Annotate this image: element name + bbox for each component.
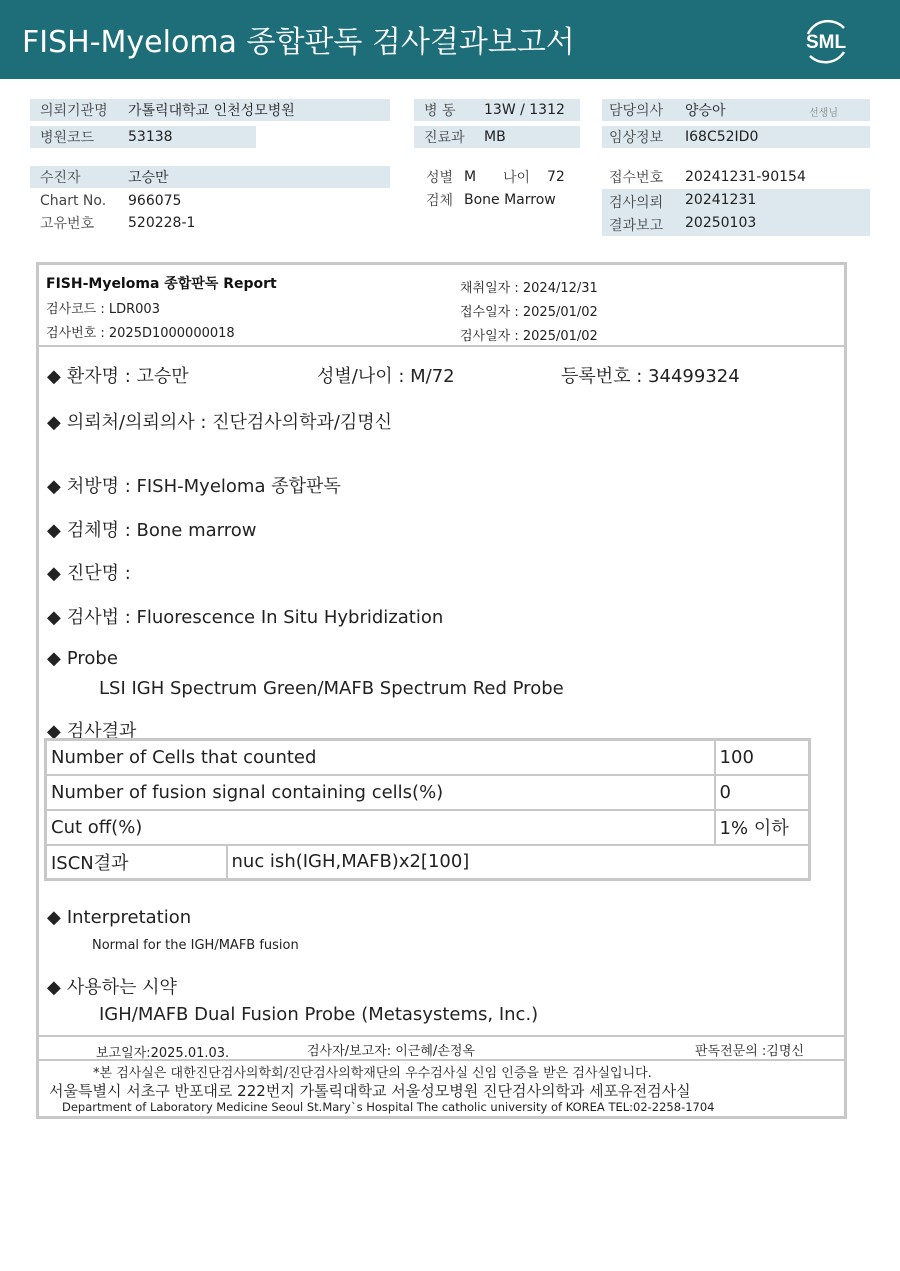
- results-label: 검사결과: [66, 721, 137, 742]
- lab-english: Department of Laboratory Medicine Seoul St.Mary`s Hospital The catholic university of KOREA TEL:02-2258-1704: [62, 1100, 715, 1114]
- diagnosis-item: [47, 559, 131, 585]
- test-number: 검사번호 : 2025D1000000018: [46, 326, 235, 341]
- patient-label: 수진자: [40, 170, 81, 186]
- report-date: 보고일자:2025.01.03.: [96, 1046, 230, 1061]
- ward-value: 13W / 1312: [484, 102, 565, 118]
- reagent-item: [47, 973, 177, 999]
- diamond-bullet-icon: ◆: [47, 366, 61, 387]
- sex-label: 성별: [426, 170, 454, 186]
- institution-value: 가톨릭대학교 인천성모병원: [128, 103, 295, 119]
- collected-date: 채취일자 : 2024/12/31: [460, 281, 598, 296]
- interpretation-item: [47, 907, 191, 928]
- institution-row: [30, 99, 390, 121]
- specimen-label: 검체: [426, 193, 454, 209]
- lab-address: 서울특별시 서초구 반포대로 222번지 가톨릭대학교 서울성모병원 진단검사의학과 세포유전검사실: [49, 1082, 691, 1100]
- diagnosis-text: 진단명 :: [66, 563, 131, 584]
- table-row: [46, 740, 810, 775]
- hospital-code-row: [30, 126, 256, 148]
- referrer-item: [47, 408, 392, 434]
- sex-age-text: 성별/나이 : M/72: [317, 366, 455, 387]
- patient-name-text: 환자명 : 고승만: [66, 366, 189, 387]
- test-code: 검사코드 : LDR003: [46, 302, 160, 317]
- diamond-bullet-icon: ◆: [47, 563, 61, 584]
- doctor-label: 담당의사: [609, 103, 664, 119]
- patient-value: 고승만: [128, 170, 169, 186]
- report-box: [36, 262, 847, 1119]
- reg-no-text: 등록번호 : 34499324: [561, 366, 740, 387]
- method-item: [47, 603, 443, 629]
- diamond-bullet-icon: ◆: [47, 721, 61, 742]
- dept-row: [414, 126, 580, 148]
- specimen-value: Bone Marrow: [464, 192, 556, 208]
- result-cell-label: Number of Cells that counted: [46, 740, 715, 775]
- chart-value: 966075: [128, 193, 182, 209]
- table-row: [46, 810, 810, 845]
- prescription-text: 처방명 : FISH-Myeloma 종합판독: [66, 476, 341, 497]
- age-label: 나이: [503, 170, 531, 186]
- diamond-bullet-icon: ◆: [47, 476, 61, 497]
- report-signature-bar: [39, 1035, 844, 1061]
- result-label: 결과보고: [609, 218, 664, 234]
- age-value: 72: [547, 169, 565, 185]
- diamond-bullet-icon: ◆: [47, 607, 61, 628]
- probe-label: Probe: [66, 648, 118, 669]
- interpretation-label: Interpretation: [66, 907, 192, 928]
- table-row: [46, 845, 810, 880]
- tested-date: 검사일자 : 2025/01/02: [460, 329, 598, 344]
- result-cell-value: 100: [715, 740, 810, 775]
- specialist-text: 판독전문의 :김명신: [695, 1044, 804, 1059]
- doctor-value: 양승아: [685, 103, 726, 119]
- specimen-row: [414, 189, 594, 211]
- table-row: [46, 775, 810, 810]
- ward-row: [414, 99, 580, 121]
- hospital-code-label: 병원코드: [40, 130, 95, 146]
- ward-label: 병 동: [424, 103, 456, 119]
- result-cell-value: 0: [715, 775, 810, 810]
- iscn-label-cell: ISCN결과: [46, 845, 227, 880]
- clinical-label: 임상정보: [609, 130, 664, 146]
- doctor-suffix: 선생님: [809, 108, 838, 119]
- interpretation-text: Normal for the IGH/MAFB fusion: [92, 938, 299, 953]
- patient-row: [30, 166, 390, 188]
- probe-text: LSI IGH Spectrum Green/MAFB Spectrum Red Probe: [99, 678, 564, 699]
- unique-label: 고유번호: [40, 216, 95, 232]
- receipt-value: 20241231-90154: [685, 169, 806, 185]
- sex-value: M: [464, 169, 477, 185]
- result-cell-label: Cut off(%): [46, 810, 715, 845]
- request-value: 20241231: [685, 192, 757, 208]
- request-label: 검사의뢰: [609, 195, 664, 211]
- institution-label: 의뢰기관명: [40, 103, 108, 119]
- unique-row: [30, 212, 390, 234]
- specimen-text: 검체명 : Bone marrow: [66, 520, 257, 541]
- request-result-block: [602, 189, 870, 236]
- diamond-bullet-icon: ◆: [47, 907, 61, 928]
- doctor-row: [602, 99, 870, 121]
- result-cell-value: 1% 이하: [715, 810, 810, 845]
- patient-name-item: [47, 362, 189, 388]
- chart-label: Chart No.: [40, 193, 107, 209]
- hospital-code-value: 53138: [128, 129, 173, 145]
- dept-value: MB: [484, 129, 506, 145]
- report-header: [39, 265, 844, 347]
- report-title: FISH-Myeloma 종합판독 Report: [46, 276, 277, 292]
- reagent-text: IGH/MAFB Dual Fusion Probe (Metasystems, Inc.): [99, 1004, 539, 1025]
- result-value: 20250103: [685, 215, 757, 231]
- prescription-item: [47, 472, 341, 498]
- results-table: [44, 738, 811, 881]
- sex-age-row: [414, 166, 594, 188]
- page-title: FISH-Myeloma 종합판독 검사결과보고서: [22, 25, 575, 60]
- reagent-label: 사용하는 시약: [66, 977, 177, 998]
- diamond-bullet-icon: ◆: [47, 412, 61, 433]
- receipt-row: [602, 166, 870, 188]
- method-text: 검사법 : Fluorescence In Situ Hybridization: [66, 607, 444, 628]
- diamond-bullet-icon: ◆: [47, 648, 61, 669]
- diamond-bullet-icon: ◆: [47, 977, 61, 998]
- receipt-label: 접수번호: [609, 170, 664, 186]
- referrer-text: 의뢰처/의뢰의사 : 진단검사의학과/김명신: [66, 412, 393, 433]
- unique-value: 520228-1: [128, 215, 196, 231]
- specimen-item: [47, 516, 256, 542]
- clinical-row: [602, 126, 870, 148]
- logo-text: SML: [805, 32, 847, 53]
- accreditation-note: *본 검사실은 대한진단검사의학회/진단검사의학재단의 우수검사실 신임 인증을 받은 검사실입니다.: [93, 1066, 652, 1081]
- iscn-value-cell: nuc ish(IGH,MAFB)x2[100]: [227, 845, 810, 880]
- received-date: 접수일자 : 2025/01/02: [460, 305, 598, 320]
- tester-text: 검사자/보고자: 이근혜/손정옥: [307, 1044, 475, 1059]
- sml-logo-icon: [798, 12, 854, 68]
- header-banner: [0, 0, 900, 79]
- result-cell-label: Number of fusion signal containing cells(%): [46, 775, 715, 810]
- probe-item: [47, 648, 118, 669]
- dept-label: 진료과: [424, 130, 465, 146]
- clinical-value: I68C52ID0: [685, 129, 759, 145]
- chart-row: [30, 190, 390, 212]
- diamond-bullet-icon: ◆: [47, 520, 61, 541]
